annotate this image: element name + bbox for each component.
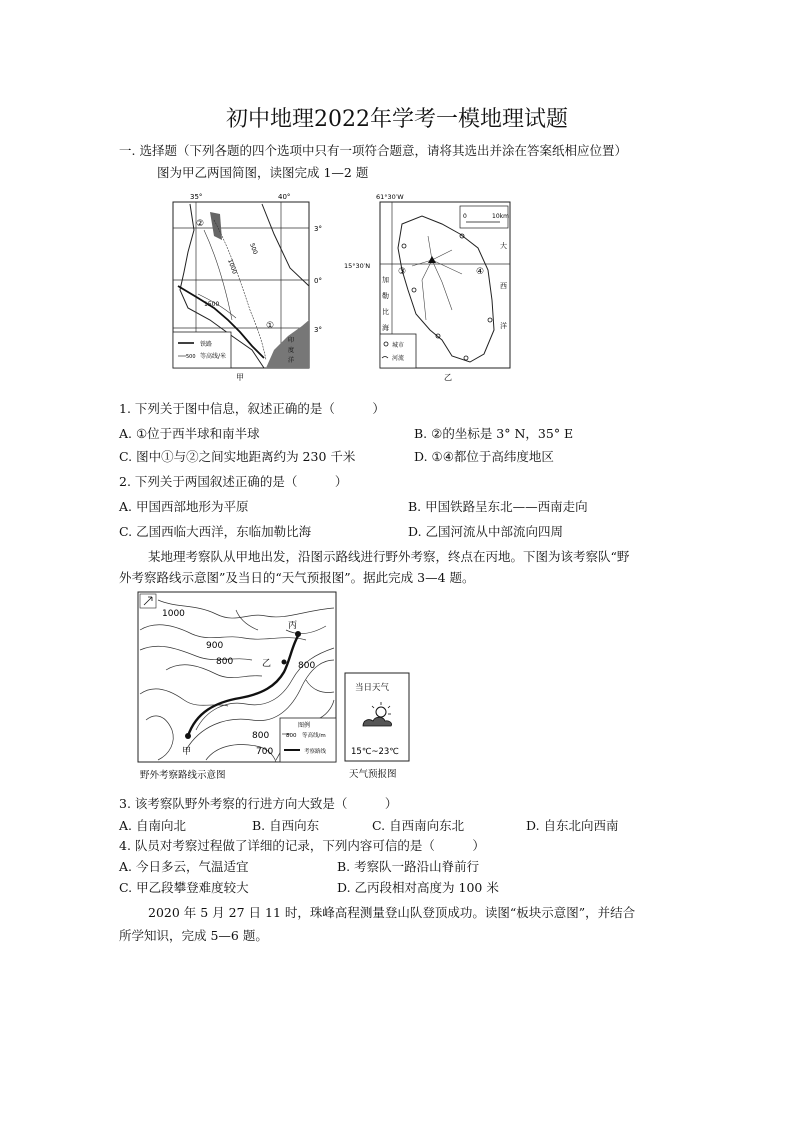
q4-option-d: D. 乙丙段相对高度为 100 米 (337, 880, 499, 895)
route-legend-route: 考察路线 (304, 749, 327, 755)
map-yi-sea-e3: 洋 (500, 322, 507, 330)
map-jia-sea-c2: 度 (288, 347, 295, 354)
map-jia-lat-0: 0° (314, 277, 322, 285)
q4-option-a: A. 今日多云，气温适宜 (119, 859, 249, 874)
map-jia-lon-40: 40° (278, 193, 291, 201)
q1-option-b: B. ②的坐标是 3° N，35° E (414, 426, 574, 441)
q2-option-a: A. 甲国西部地形为平原 (119, 499, 249, 514)
map-yi-sea-w4: 海 (382, 324, 389, 332)
q1-option-d: D. ①④都位于高纬度地区 (414, 449, 554, 464)
map-jia-legend-contour-value: 500 (186, 354, 196, 360)
map-jia (170, 190, 330, 385)
map-jia-label-1: ① (266, 321, 275, 331)
map-yi (342, 190, 522, 385)
q2-option-d: D. 乙国河流从中部流向四周 (408, 524, 564, 539)
map-jia-lat-s3: 3° (314, 326, 322, 334)
map-jia-legend-contour: 等高线/米 (200, 353, 227, 360)
route-legend-contour-value: 800 (286, 733, 297, 739)
intro-q1-2: 图为甲乙两国简图，读图完成 1—2 题 (157, 165, 369, 180)
route-place-bing: 丙 (288, 621, 298, 631)
map-jia-lon-35: 35° (190, 193, 203, 201)
q2-option-b: B. 甲国铁路呈东北——西南走向 (408, 499, 588, 514)
map-yi-sea-w1: 加 (382, 276, 389, 284)
route-contour-800-c: 800 (252, 731, 270, 741)
q3-option-c: C. 自西南向东北 (372, 818, 465, 833)
section-heading: 一. 选择题（下列各题的四个选项中只有一项符合题意，请将其选出并涂在答案纸相应位置） (119, 143, 627, 158)
partly-cloudy-icon (363, 702, 392, 726)
route-map (136, 590, 340, 786)
q1-option-a: A. ①位于西半球和南半球 (119, 426, 260, 441)
map-yi-legend-river: 河流 (392, 355, 405, 362)
map-jia-legend (173, 332, 231, 368)
map-yi-sea-e2: 西 (500, 282, 507, 290)
q2-option-c: C. 乙国西临大西洋，东临加勒比海 (119, 524, 312, 539)
map-jia-lat-n3: 3° (314, 225, 322, 233)
map-yi-lon: 61°30′W (376, 193, 404, 201)
q3-option-b: B. 自西向东 (252, 818, 320, 833)
map-jia-caption: 甲 (236, 373, 244, 382)
route-place-jia: 甲 (182, 747, 192, 757)
route-contour-700: 700 (256, 747, 274, 757)
intro-q3-4-line2: 外考察路线示意图”及当日的“天气预报图”。据此完成 3—4 题。 (119, 570, 475, 585)
route-contour-900: 900 (206, 641, 224, 651)
weather-temp: 15℃~23℃ (351, 747, 399, 757)
weather-forecast (343, 670, 415, 782)
map-jia-contour-1000: 1000 (226, 258, 238, 276)
q2-stem: 2. 下列关于两国叙述正确的是（ ） (119, 474, 348, 489)
route-place-yi: 乙 (262, 659, 272, 669)
map-yi-lat: 15°30′N (344, 262, 371, 270)
q4-option-c: C. 甲乙段攀登难度较大 (119, 880, 249, 895)
route-map-caption: 野外考察路线示意图 (140, 770, 226, 781)
q3-option-a: A. 自南向北 (119, 818, 186, 833)
map-jia-sea-c1: 印 (288, 337, 295, 344)
map-yi-sea-w3: 比 (382, 308, 389, 316)
q1-option-c: C. 图中①与②之间实地距离约为 230 千米 (119, 449, 356, 464)
map-yi-sea-w2: 勒 (382, 292, 389, 300)
map-yi-legend (380, 334, 416, 368)
intro-q5-6-line1: 2020 年 5 月 27 日 11 时，珠峰高程测量登山队登顶成功。读图“板块示意图”，并结合 (148, 905, 636, 920)
intro-q3-4-line1: 某地理考察队从甲地出发，沿图示路线进行野外考察，终点在丙地。下图为该考察队“野 (148, 549, 630, 564)
map-yi-scale-10: 10km (492, 213, 509, 220)
route-legend-contour: 等高线/m (302, 733, 326, 739)
weather-title: 当日天气 (355, 683, 390, 693)
map-yi-label-3: ③ (398, 267, 407, 277)
map-jia-sea-c3: 洋 (288, 357, 295, 364)
route-contour-1000: 1000 (162, 609, 185, 619)
map-yi-legend-city: 城市 (392, 342, 405, 349)
q3-stem: 3. 该考察队野外考察的行进方向大致是（ ） (119, 796, 398, 811)
route-contour-800-b: 800 (298, 661, 316, 671)
map-yi-scale-0: 0 (463, 213, 467, 220)
map-yi-sea-e1: 大 (500, 242, 507, 250)
q4-option-b: B. 考察队一路沿山脊前行 (337, 859, 480, 874)
route-contour-800-a: 800 (216, 657, 234, 667)
route-legend-title: 图例 (298, 722, 311, 729)
map-jia-legend-rail: 铁路 (200, 341, 213, 348)
q1-stem: 1. 下列关于图中信息，叙述正确的是（ ） (119, 401, 385, 416)
page-title: 初中地理2022年学考一模地理试题 (226, 107, 568, 132)
map-jia-contour-500: 500 (248, 242, 259, 256)
map-yi-label-4: ④ (476, 267, 485, 277)
intro-q5-6-line2: 所学知识，完成 5—6 题。 (119, 928, 268, 943)
q4-stem: 4. 队员对考察过程做了详细的记录，下列内容可信的是（ ） (119, 838, 485, 853)
map-jia-label-2: ② (196, 219, 205, 229)
map-yi-caption: 乙 (444, 373, 452, 382)
q3-option-d: D. 自东北向西南 (526, 818, 619, 833)
map-jia-contour-1500: 1500 (204, 301, 220, 308)
weather-caption: 天气预报图 (349, 769, 397, 780)
